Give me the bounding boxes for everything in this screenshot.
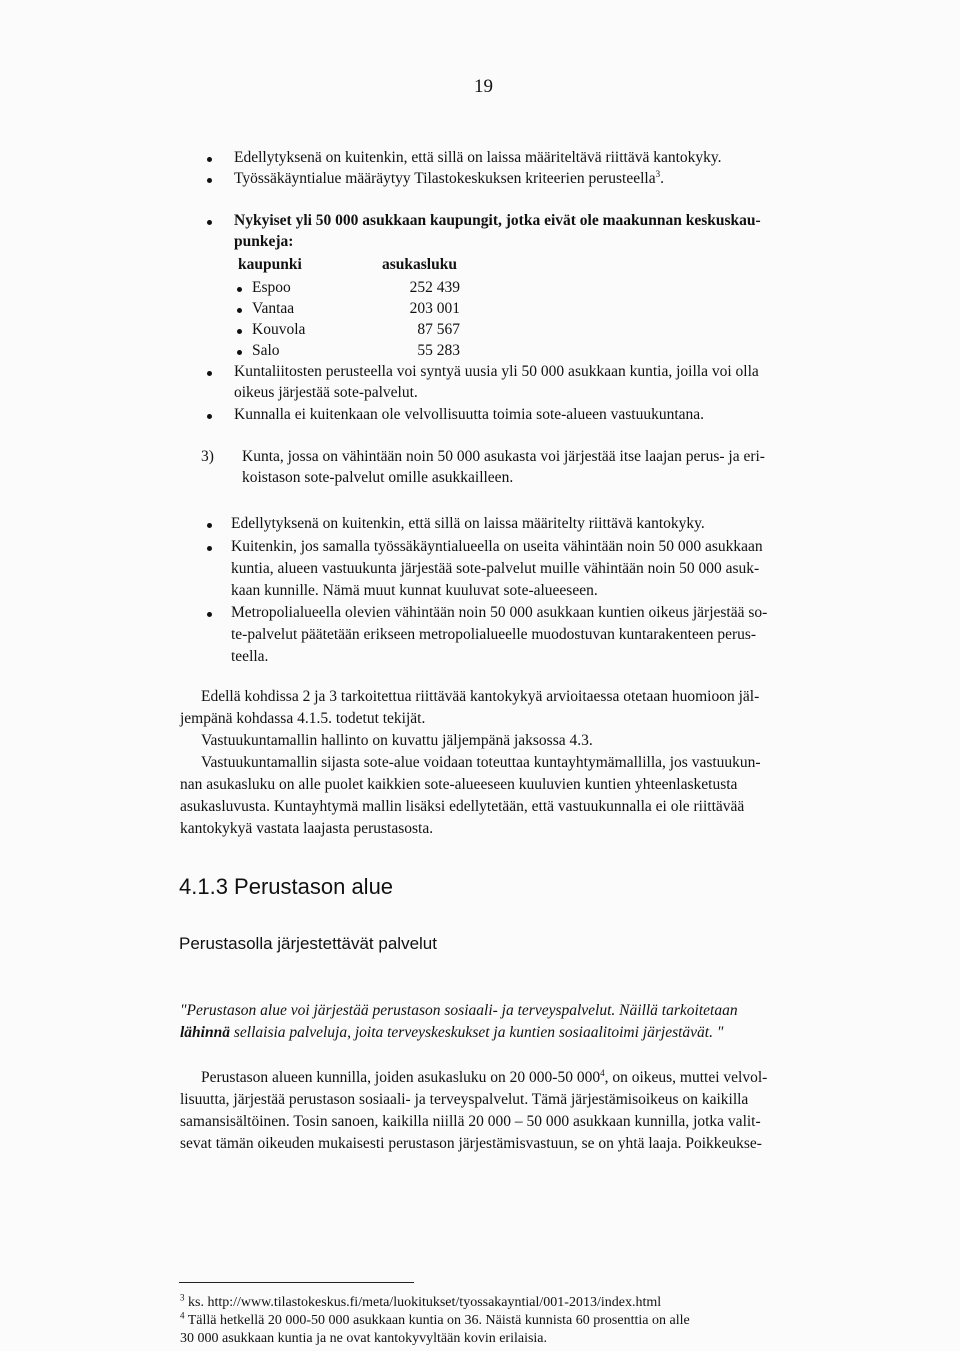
footnote-ref-3: 3: [655, 168, 661, 179]
footnote-ref-4: 4: [600, 1067, 605, 1078]
bullet-mergers-cont: oikeus järjestää sote-palvelut.: [234, 384, 418, 401]
bullet-dot: [207, 414, 212, 419]
list-label: 3): [201, 448, 214, 465]
bullet-responsible-municipality-cont: kaan kunnille. Nämä muut kunnat kuuluvat sote-alueeseen.: [231, 582, 598, 599]
paragraph-line: jempänä kohdassa 4.1.5. todetut tekijät.: [180, 710, 426, 727]
paragraph-line: Edellä kohdissa 2 ja 3 tarkoitettua riittävää kantokykyä arvioitaessa otetaan huomioon jäl-: [201, 688, 760, 705]
bullet-dot: [207, 546, 212, 551]
subsection-heading: Perustasolla järjestettävät palvelut: [179, 934, 437, 953]
bullet-responsible-municipality-cont: kuntia, alueen vastuukunta järjestää sote-palvelut muille vähintään noin 50 000 asuk-: [231, 560, 760, 577]
footnote-4: $^4$ Tällä hetkellä 20 000-50 000 asukkaan kuntia on 36. Näistä kunnista 60 prosenttia on alle: [180, 1310, 690, 1328]
bullet-dot: [207, 523, 212, 528]
bullet-dot: [237, 350, 242, 355]
section-heading: 4.1.3 Perustason alue: [179, 874, 394, 899]
bullet-dot: [237, 308, 242, 313]
city-population: 252 439: [409, 279, 460, 296]
bullet-dot: [237, 329, 242, 334]
bullet-dot: [207, 178, 212, 183]
cities-intro-cont: punkeja:: [234, 233, 294, 250]
bullet-dot: [237, 287, 242, 292]
city-population: 55 283: [417, 342, 460, 359]
quote-emphasis: lähinnä: [180, 1024, 230, 1041]
paragraph-line: nan asukasluku on alle puolet kaikkien sote-alueeseen kuuluvien kuntien yhteenlasketusta: [180, 776, 738, 793]
paragraph-line: Vastuukuntamallin sijasta sote-alue voidaan toteuttaa kuntayhtymämallilla, jos vastuukun-: [201, 754, 761, 771]
item3-text: Kunta, jossa on vähintään noin 50 000 asukasta voi järjestää itse laajan perus- ja eri-: [242, 448, 765, 465]
item3-text-cont: koistason sote-palvelut omille asukkailleen.: [242, 469, 514, 486]
quote-line: lähinnä sellaisia palveluja, joita terveyskeskukset ja kuntien sosiaalitoimi järjestävät. ": [180, 1024, 724, 1041]
bullet-capacity: Edellytyksenä on kuitenkin, että sillä on laissa määritelty riittävä kantokyky.: [231, 515, 705, 532]
footnote-3: $^3$ ks. http://www.tilastokeskus.fi/meta/luokitukset/tyossakayntial/001-2013/index.html: [180, 1292, 662, 1310]
paragraph-line: asukasluvusta. Kuntayhtymä mallin lisäksi edellytetään, että vastuukunnalla ei ole riittävää: [180, 798, 745, 815]
bullet-dot: [207, 157, 212, 162]
bullet-responsible-municipality: Kuitenkin, jos samalla työssäkäyntialueella on useita vähintään noin 50 000 asukkaan: [231, 538, 763, 555]
bullet-dot: [207, 220, 212, 225]
table-header-population: asukasluku: [382, 256, 457, 273]
bullet-commuting-area: Työssäkäyntialue määräytyy Tilastokeskuksen kriteerien perusteella$^3$.: [234, 168, 664, 187]
quote-line: "Perustason alue voi järjestää perustason sosiaali- ja terveyspalvelut. Näillä tarkoitetaan: [180, 1002, 738, 1019]
city-name: Salo: [252, 342, 280, 359]
city-name: Espoo: [252, 279, 291, 296]
city-population: 203 001: [409, 300, 460, 317]
bullet-metropolitan: Metropolialueella olevien vähintään noin 50 000 asukkaan kuntien oikeus järjestää so-: [231, 604, 768, 621]
paragraph-line: Vastuukuntamallin hallinto on kuvattu jäljempänä jaksossa 4.3.: [201, 732, 593, 749]
city-name: Vantaa: [252, 300, 295, 317]
paragraph-line: sevat tämän oikeuden mukaisesti perustason järjestämisvastuun, se on yhtä laaja. Poikkeukse-: [180, 1135, 762, 1152]
bullet-dot: [207, 371, 212, 376]
city-name: Kouvola: [252, 321, 306, 338]
city-population: 87 567: [417, 321, 460, 338]
table-header-city: kaupunki: [238, 256, 302, 273]
paragraph-line: samansisältöinen. Tosin sanoen, kaikilla niillä 20 000 – 50 000 asukkaan kunnilla, jotka valit-: [180, 1113, 761, 1130]
bullet-metropolitan-cont: te-palvelut päätetään erikseen metropolialueelle muodostuvan kuntarakenteen perus-: [231, 626, 757, 643]
bullet-no-obligation: Kunnalla ei kuitenkaan ole velvollisuutta toimia sote-alueen vastuukuntana.: [234, 406, 705, 423]
bullet-metropolitan-cont: teella.: [231, 648, 269, 665]
paragraph-line: kantokykyä vastata laajasta perustasosta.: [180, 820, 434, 837]
bullet-dot: [207, 612, 212, 617]
bullet-requirement: Edellytyksenä on kuitenkin, että sillä on laissa määriteltävä riittävä kantokyky.: [234, 149, 722, 166]
page-number: 19: [474, 76, 493, 97]
paragraph-line: Perustason alueen kunnilla, joiden asukasluku on 20 000-50 $000^4$, on oikeus, muttei velvol-: [201, 1067, 768, 1086]
bullet-mergers: Kuntaliitosten perusteella voi syntyä uusia yli 50 000 asukkaan kuntia, joilla voi olla: [234, 363, 759, 380]
cities-intro: Nykyiset yli 50 000 asukkaan kaupungit, jotka eivät ole maakunnan keskuskau-: [234, 212, 761, 229]
footnote-4-cont: 30 000 asukkaan kuntia ja ne ovat kantokyvyltään kovin erilaisia.: [180, 1331, 548, 1346]
footnote-divider: [179, 1282, 414, 1283]
paragraph-line: lisuutta, järjestää perustason sosiaali- ja terveyspalvelut. Tämä järjestämisoikeus on kaikilla: [180, 1091, 749, 1108]
